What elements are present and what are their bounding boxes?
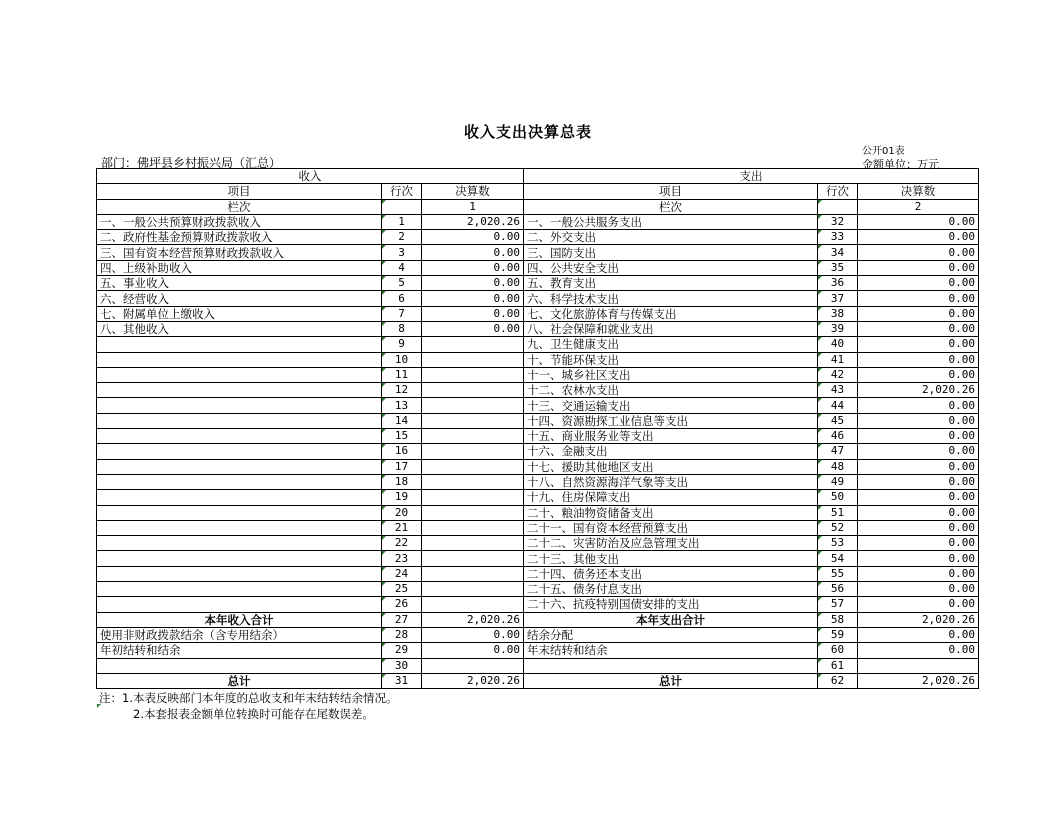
note-line-1: 注：1.本表反映部门本年度的总收支和年末结转结余情况。 (99, 691, 398, 705)
section-expense: 支出 (524, 169, 979, 184)
income-expense-table (96, 168, 979, 689)
income-amount (422, 429, 524, 444)
income-line-no: 8 (382, 321, 422, 336)
expense-amount: 0.00 (858, 291, 979, 306)
table-row (97, 490, 979, 505)
table-row (97, 582, 979, 597)
expense-line-no: 46 (818, 429, 858, 444)
expense-line-no: 49 (818, 474, 858, 489)
table-row (97, 383, 979, 398)
income-line-no: 23 (382, 551, 422, 566)
income-amount (422, 582, 524, 597)
income-line-no: 3 (382, 245, 422, 260)
expense-amount: 0.00 (858, 398, 979, 413)
table-row (97, 352, 979, 367)
table-row (97, 612, 979, 627)
income-amount (422, 459, 524, 474)
table-row (97, 536, 979, 551)
expense-item: 二十三、其他支出 (524, 551, 818, 566)
expense-amount: 0.00 (858, 459, 979, 474)
income-line-no: 29 (382, 643, 422, 658)
table-row (97, 429, 979, 444)
income-amount (422, 444, 524, 459)
table-row (97, 658, 979, 673)
income-amount (422, 505, 524, 520)
expense-amount: 2,020.26 (858, 673, 979, 688)
income-lanci-label: 栏次 (97, 199, 382, 214)
expense-line-no: 53 (818, 536, 858, 551)
expense-item: 八、社会保障和就业支出 (524, 321, 818, 336)
income-line-no: 9 (382, 337, 422, 352)
table-row (97, 444, 979, 459)
expense-line-no: 59 (818, 627, 858, 642)
income-line-no: 16 (382, 444, 422, 459)
income-line-no: 6 (382, 291, 422, 306)
expense-amount: 0.00 (858, 321, 979, 336)
table-row (97, 551, 979, 566)
income-amount (422, 352, 524, 367)
income-item: 总计 (97, 673, 382, 688)
expense-item: 十一、城乡社区支出 (524, 367, 818, 382)
income-amount (422, 383, 524, 398)
income-line-no: 27 (382, 612, 422, 627)
income-amount (422, 520, 524, 535)
income-amount (422, 474, 524, 489)
income-amount (422, 490, 524, 505)
income-item: 八、其他收入 (97, 321, 382, 336)
expense-item: 十五、商业服务业等支出 (524, 429, 818, 444)
expense-line-no: 39 (818, 321, 858, 336)
expense-amount: 0.00 (858, 230, 979, 245)
table-row (97, 398, 979, 413)
income-line-header: 行次 (382, 184, 422, 199)
expense-item: 十八、自然资源海洋气象等支出 (524, 474, 818, 489)
expense-item: 十七、援助其他地区支出 (524, 459, 818, 474)
income-item: 年初结转和结余 (97, 643, 382, 658)
expense-item: 四、公共安全支出 (524, 260, 818, 275)
expense-line-no: 60 (818, 643, 858, 658)
expense-item-header: 项目 (524, 184, 818, 199)
expense-line-no: 35 (818, 260, 858, 275)
expense-amount: 0.00 (858, 352, 979, 367)
income-item (97, 551, 382, 566)
income-item (97, 490, 382, 505)
expense-line-no: 62 (818, 673, 858, 688)
expense-line-no: 34 (818, 245, 858, 260)
income-amount: 0.00 (422, 643, 524, 658)
income-amount (422, 367, 524, 382)
expense-item: 二、外交支出 (524, 230, 818, 245)
expense-line-no: 50 (818, 490, 858, 505)
income-amount (422, 398, 524, 413)
expense-amount: 0.00 (858, 367, 979, 382)
income-line-no: 22 (382, 536, 422, 551)
expense-item: 五、教育支出 (524, 276, 818, 291)
income-amount (422, 413, 524, 428)
income-line-no: 14 (382, 413, 422, 428)
income-amount: 0.00 (422, 291, 524, 306)
expense-amount: 0.00 (858, 536, 979, 551)
income-line-no: 25 (382, 582, 422, 597)
income-amount: 2,020.26 (422, 214, 524, 229)
expense-item: 年末结转和结余 (524, 643, 818, 658)
table-row (97, 245, 979, 260)
department-label: 部门：佛坪县乡村振兴局（汇总） (101, 156, 282, 170)
income-item: 一、一般公共预算财政拨款收入 (97, 214, 382, 229)
expense-col-no: 2 (858, 199, 979, 214)
income-item (97, 474, 382, 489)
expense-item: 总计 (524, 673, 818, 688)
income-amount: 0.00 (422, 306, 524, 321)
table-row (97, 321, 979, 336)
expense-line-no: 43 (818, 383, 858, 398)
table-row (97, 627, 979, 642)
table-row (97, 260, 979, 275)
table-row (97, 276, 979, 291)
income-line-no: 19 (382, 490, 422, 505)
expense-item: 二十五、债务付息支出 (524, 582, 818, 597)
income-item: 三、国有资本经营预算财政拨款收入 (97, 245, 382, 260)
expense-item: 六、科学技术支出 (524, 291, 818, 306)
column-header-row (97, 184, 979, 199)
income-item (97, 337, 382, 352)
income-item: 本年收入合计 (97, 612, 382, 627)
income-amount (422, 597, 524, 612)
expense-item: 十六、金融支出 (524, 444, 818, 459)
expense-item: 结余分配 (524, 627, 818, 642)
income-item: 六、经营收入 (97, 291, 382, 306)
income-item (97, 413, 382, 428)
income-line-no: 13 (382, 398, 422, 413)
income-item (97, 429, 382, 444)
income-line-no: 5 (382, 276, 422, 291)
expense-item: 二十六、抗疫特别国债安排的支出 (524, 597, 818, 612)
income-line-no: 28 (382, 627, 422, 642)
expense-line-no: 41 (818, 352, 858, 367)
table-row (97, 520, 979, 535)
income-item (97, 383, 382, 398)
expense-item: 九、卫生健康支出 (524, 337, 818, 352)
income-item: 五、事业收入 (97, 276, 382, 291)
expense-amount: 2,020.26 (858, 612, 979, 627)
expense-amount: 0.00 (858, 597, 979, 612)
section-income: 收入 (97, 169, 524, 184)
income-amount (422, 566, 524, 581)
table-row (97, 673, 979, 688)
expense-amount: 0.00 (858, 337, 979, 352)
income-col-no: 1 (422, 199, 524, 214)
table-row (97, 566, 979, 581)
expense-item: 十、节能环保支出 (524, 352, 818, 367)
income-line-no: 20 (382, 505, 422, 520)
income-item: 二、政府性基金预算财政拨款收入 (97, 230, 382, 245)
expense-amount: 0.00 (858, 582, 979, 597)
expense-amount: 0.00 (858, 627, 979, 642)
income-item (97, 566, 382, 581)
income-amount: 0.00 (422, 276, 524, 291)
income-item (97, 505, 382, 520)
expense-line-no: 54 (818, 551, 858, 566)
expense-amount: 0.00 (858, 245, 979, 260)
expense-lanci-line (818, 199, 858, 214)
table-row (97, 413, 979, 428)
income-item (97, 444, 382, 459)
income-item: 四、上级补助收入 (97, 260, 382, 275)
income-amount: 0.00 (422, 245, 524, 260)
income-item (97, 582, 382, 597)
expense-item (524, 658, 818, 673)
income-amount (422, 551, 524, 566)
expense-amount: 0.00 (858, 551, 979, 566)
expense-item: 二十四、债务还本支出 (524, 566, 818, 581)
income-item (97, 459, 382, 474)
income-lanci-line (382, 199, 422, 214)
income-line-no: 31 (382, 673, 422, 688)
table-row (97, 474, 979, 489)
expense-item: 十二、农林水支出 (524, 383, 818, 398)
unit-label: 金额单位：万元 (862, 158, 939, 171)
table-row (97, 459, 979, 474)
income-item: 使用非财政拨款结余（含专用结余） (97, 627, 382, 642)
income-line-no: 11 (382, 367, 422, 382)
page-title: 收入支出决算总表 (463, 123, 592, 141)
expense-amount (858, 658, 979, 673)
income-line-no: 21 (382, 520, 422, 535)
income-line-no: 15 (382, 429, 422, 444)
expense-item: 本年支出合计 (524, 612, 818, 627)
expense-line-no: 51 (818, 505, 858, 520)
income-amount (422, 536, 524, 551)
expense-line-no: 45 (818, 413, 858, 428)
expense-line-no: 58 (818, 612, 858, 627)
expense-amount: 0.00 (858, 643, 979, 658)
table-row (97, 367, 979, 382)
table-row (97, 291, 979, 306)
expense-line-no: 42 (818, 367, 858, 382)
income-amount: 2,020.26 (422, 673, 524, 688)
expense-amount: 0.00 (858, 490, 979, 505)
table-row (97, 643, 979, 658)
expense-line-no: 47 (818, 444, 858, 459)
expense-amount: 0.00 (858, 474, 979, 489)
expense-amount: 2,020.26 (858, 383, 979, 398)
expense-line-no: 56 (818, 582, 858, 597)
expense-amount: 0.00 (858, 429, 979, 444)
income-line-no: 24 (382, 566, 422, 581)
expense-amount: 0.00 (858, 413, 979, 428)
income-line-no: 4 (382, 260, 422, 275)
expense-line-no: 61 (818, 658, 858, 673)
note-line-2: 2.本套报表金额单位转换时可能存在尾数误差。 (133, 707, 374, 721)
table-row (97, 214, 979, 229)
income-line-no: 17 (382, 459, 422, 474)
income-item (97, 520, 382, 535)
income-line-no: 7 (382, 306, 422, 321)
expense-item: 二十二、灾害防治及应急管理支出 (524, 536, 818, 551)
income-amount: 0.00 (422, 321, 524, 336)
form-code: 公开01表 (862, 146, 905, 157)
income-item (97, 352, 382, 367)
income-line-no: 18 (382, 474, 422, 489)
table-row (97, 505, 979, 520)
income-item (97, 597, 382, 612)
expense-line-no: 55 (818, 566, 858, 581)
section-header-row (97, 169, 979, 184)
expense-line-no: 52 (818, 520, 858, 535)
expense-item: 七、文化旅游体育与传媒支出 (524, 306, 818, 321)
expense-item: 十九、住房保障支出 (524, 490, 818, 505)
expense-amount: 0.00 (858, 505, 979, 520)
lanci-row (97, 199, 979, 214)
expense-item: 二十、粮油物资储备支出 (524, 505, 818, 520)
income-item (97, 367, 382, 382)
expense-item: 十三、交通运输支出 (524, 398, 818, 413)
income-amount: 0.00 (422, 230, 524, 245)
expense-amount: 0.00 (858, 214, 979, 229)
income-item (97, 536, 382, 551)
expense-line-no: 36 (818, 276, 858, 291)
expense-line-no: 40 (818, 337, 858, 352)
income-line-no: 1 (382, 214, 422, 229)
expense-amount: 0.00 (858, 276, 979, 291)
expense-line-no: 44 (818, 398, 858, 413)
table-row (97, 337, 979, 352)
expense-amount: 0.00 (858, 520, 979, 535)
income-item (97, 658, 382, 673)
income-amount (422, 337, 524, 352)
table-row (97, 230, 979, 245)
expense-amount: 0.00 (858, 444, 979, 459)
income-item: 七、附属单位上缴收入 (97, 306, 382, 321)
expense-line-no: 48 (818, 459, 858, 474)
expense-item: 十四、资源勘探工业信息等支出 (524, 413, 818, 428)
income-line-no: 12 (382, 383, 422, 398)
expense-lanci-label: 栏次 (524, 199, 818, 214)
income-item-header: 项目 (97, 184, 382, 199)
income-amount (422, 658, 524, 673)
income-amount-header: 决算数 (422, 184, 524, 199)
income-amount: 2,020.26 (422, 612, 524, 627)
expense-line-no: 32 (818, 214, 858, 229)
income-item (97, 398, 382, 413)
expense-amount: 0.00 (858, 260, 979, 275)
expense-line-no: 33 (818, 230, 858, 245)
expense-amount: 0.00 (858, 306, 979, 321)
expense-item: 一、一般公共服务支出 (524, 214, 818, 229)
table-row (97, 306, 979, 321)
income-amount: 0.00 (422, 260, 524, 275)
expense-item: 二十一、国有资本经营预算支出 (524, 520, 818, 535)
income-amount: 0.00 (422, 627, 524, 642)
table-row (97, 597, 979, 612)
expense-line-no: 38 (818, 306, 858, 321)
income-line-no: 30 (382, 658, 422, 673)
expense-line-no: 37 (818, 291, 858, 306)
expense-item: 三、国防支出 (524, 245, 818, 260)
expense-line-no: 57 (818, 597, 858, 612)
expense-amount-header: 决算数 (858, 184, 979, 199)
expense-line-header: 行次 (818, 184, 858, 199)
cell-marker (97, 704, 101, 708)
income-line-no: 2 (382, 230, 422, 245)
income-line-no: 10 (382, 352, 422, 367)
income-line-no: 26 (382, 597, 422, 612)
expense-amount: 0.00 (858, 566, 979, 581)
